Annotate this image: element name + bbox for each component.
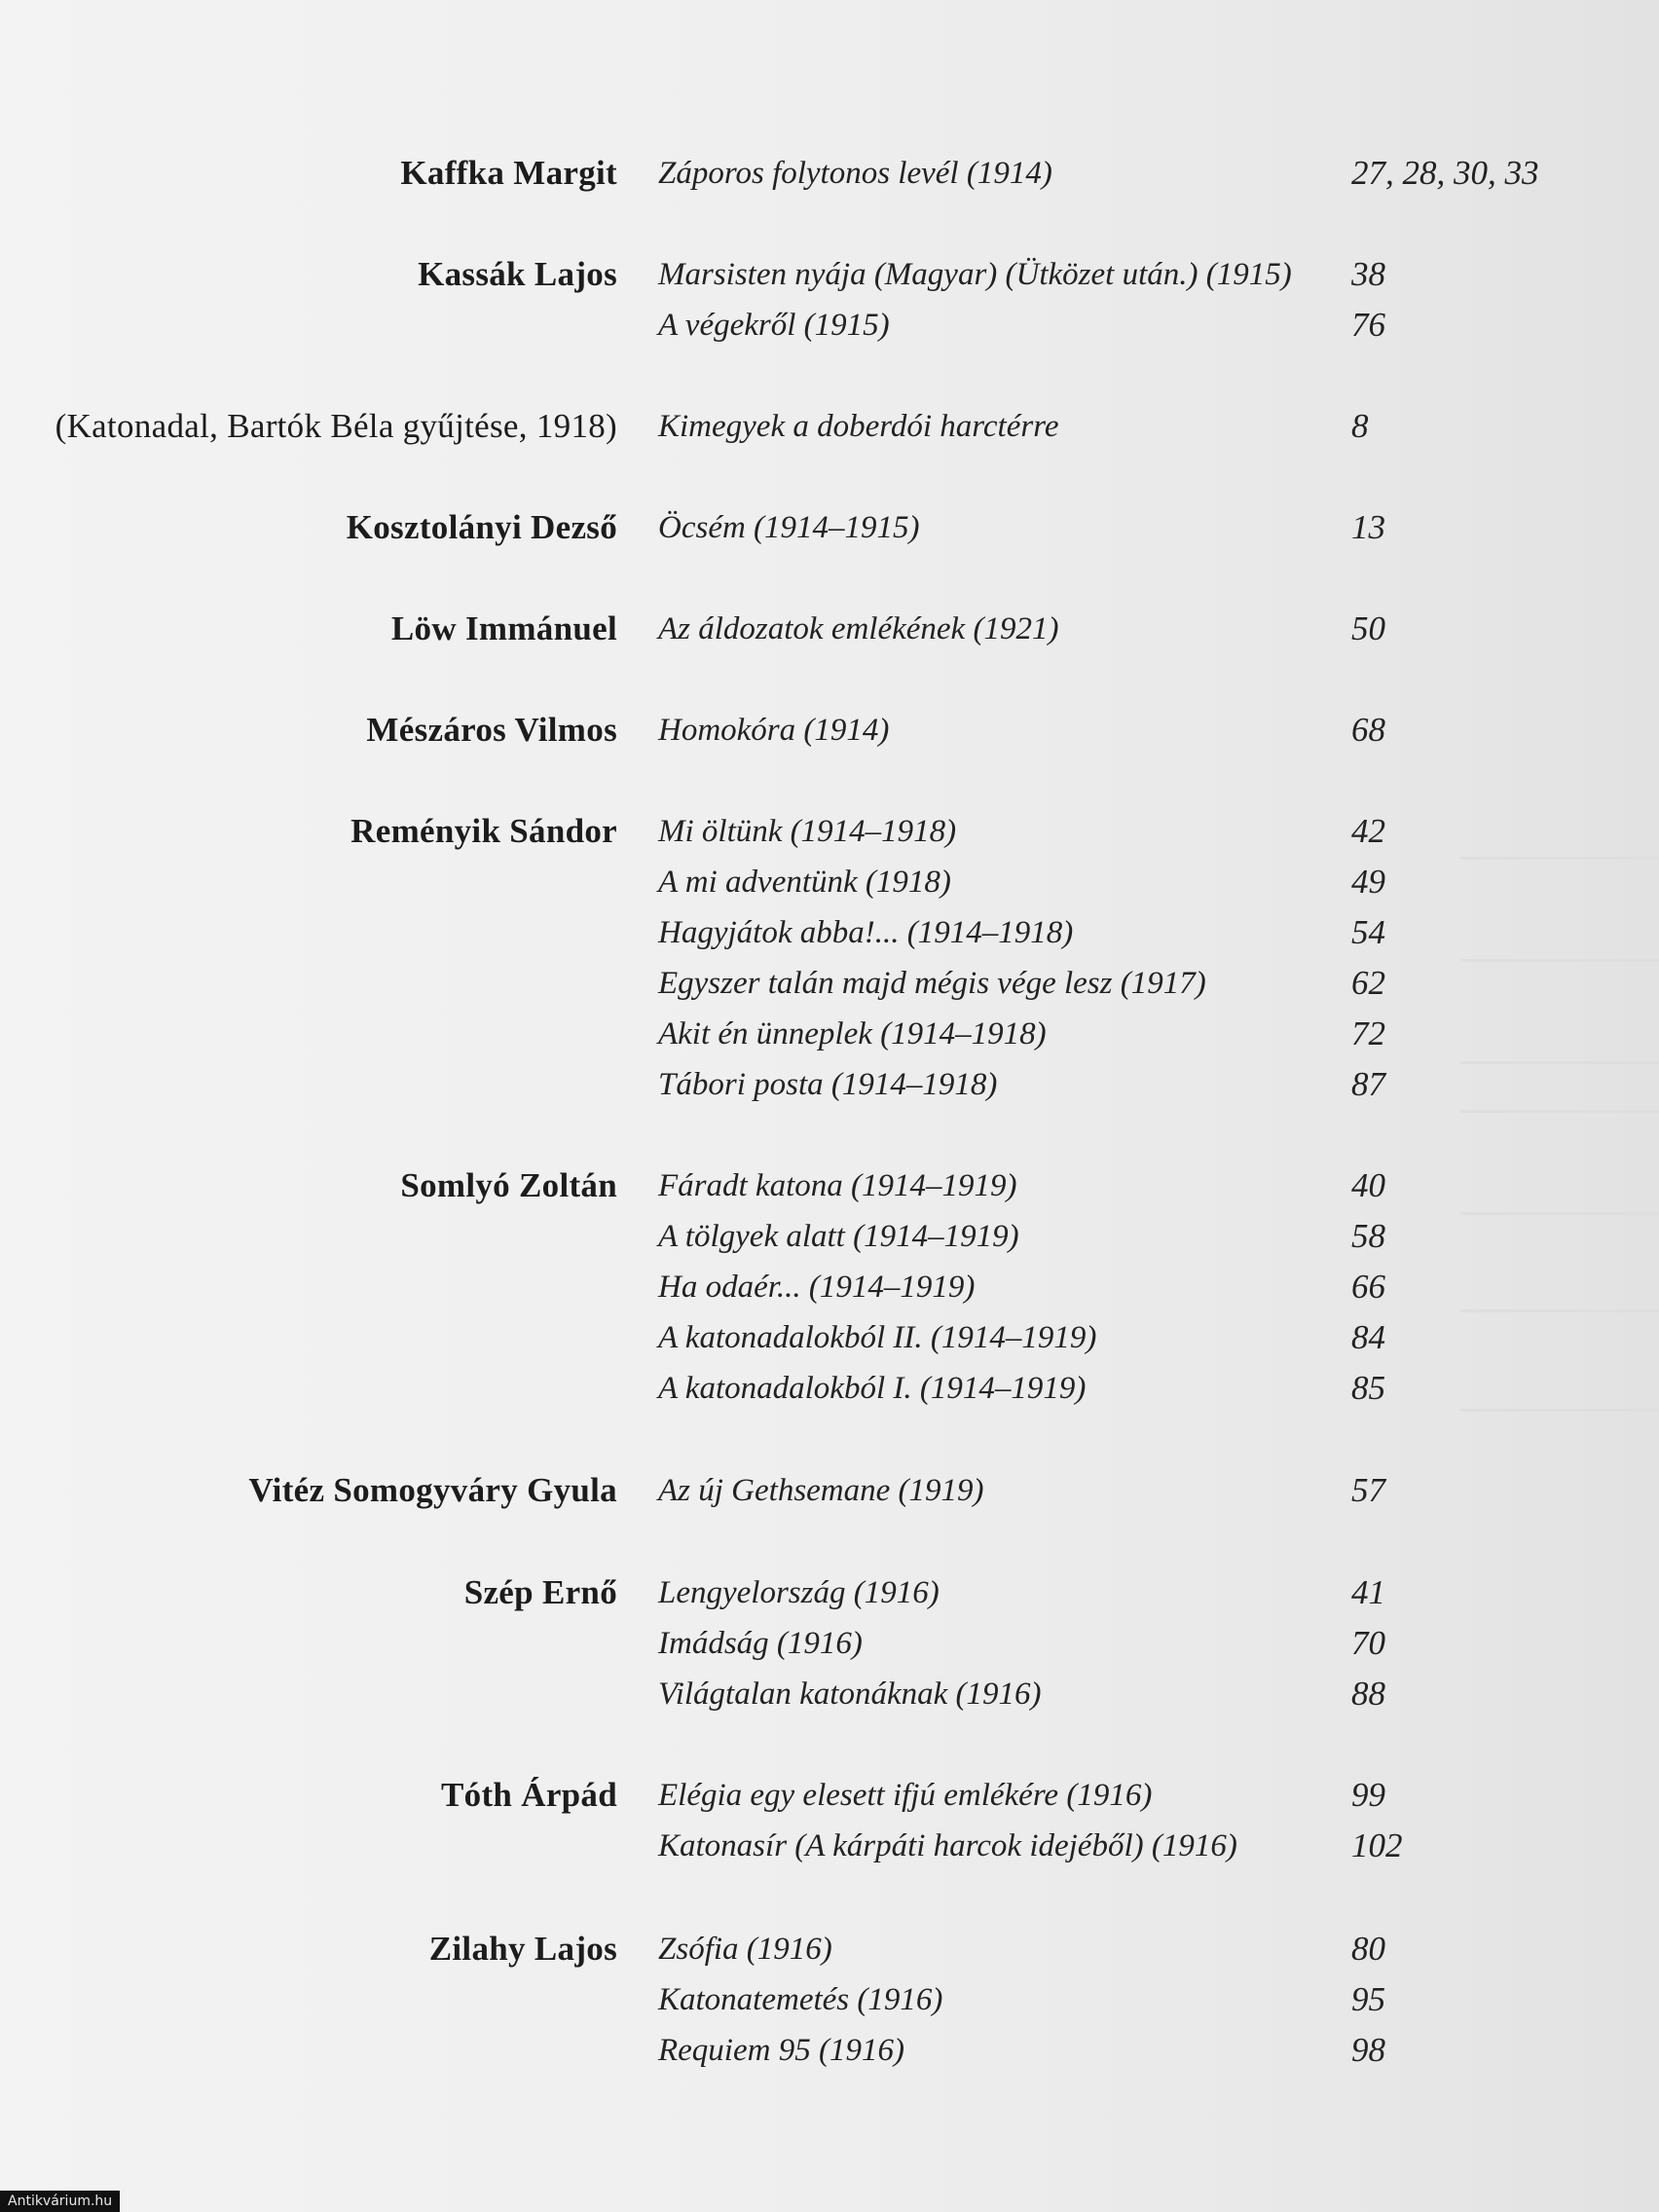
work-list: [658, 806, 1651, 1110]
work-row: [658, 1465, 1651, 1516]
page-numbers: 62: [1351, 964, 1385, 1002]
work-title: Akit én ünneplek (1914–1918): [658, 1016, 1047, 1051]
work-title: Hagyjátok abba!... (1914–1918): [658, 915, 1074, 950]
work-row: [658, 604, 1651, 654]
work-title: Öcsém (1914–1915): [658, 510, 920, 545]
author-name: (Katonadal, Bartók Béla gyűjtése, 1918): [55, 407, 617, 445]
work-row: [658, 249, 1651, 300]
work-row: [658, 1669, 1651, 1719]
work-title: Egyszer talán majd mégis vége lesz (1917): [658, 966, 1206, 1001]
work-row: [658, 1770, 1651, 1821]
author-name: Reményik Sándor: [350, 812, 617, 850]
page-numbers: 27, 28, 30, 33: [1351, 154, 1539, 192]
work-row: [658, 907, 1651, 958]
page-numbers: 42: [1351, 812, 1385, 850]
author-name: Tóth Árpád: [441, 1776, 617, 1814]
work-row: [658, 401, 1651, 452]
author-name: Löw Immánuel: [390, 609, 617, 647]
work-title: A mi adventünk (1918): [658, 865, 951, 900]
page-numbers: 66: [1351, 1268, 1385, 1306]
page-numbers: 70: [1351, 1624, 1385, 1662]
page-numbers: 54: [1351, 913, 1385, 951]
work-list: [658, 1161, 1651, 1414]
work-list: [658, 1567, 1651, 1719]
work-title: Ha odaér... (1914–1919): [658, 1270, 976, 1305]
page-numbers: 50: [1351, 609, 1385, 647]
work-row: [658, 1262, 1651, 1312]
work-row: [658, 1924, 1651, 1974]
page-numbers: 95: [1351, 1980, 1385, 2018]
work-title: Tábori posta (1914–1918): [658, 1067, 998, 1102]
page-numbers: 68: [1351, 711, 1385, 749]
work-list: [658, 502, 1651, 553]
work-row: [658, 1312, 1651, 1363]
work-title: Katonasír (A kárpáti harcok idejéből) (1916): [658, 1828, 1237, 1863]
work-row: [658, 300, 1651, 350]
work-row: [658, 1009, 1651, 1059]
work-row: [658, 1618, 1651, 1669]
work-title: Elégia egy elesett ifjú emlékére (1916): [658, 1778, 1153, 1813]
page-numbers: 102: [1351, 1826, 1403, 1864]
page-numbers: 98: [1351, 2031, 1385, 2069]
work-row: [658, 705, 1651, 756]
work-row: [658, 1567, 1651, 1618]
work-row: [658, 857, 1651, 907]
work-title: Fáradt katona (1914–1919): [658, 1168, 1017, 1203]
work-title: Záporos folytonos levél (1914): [658, 156, 1052, 191]
work-row: [658, 502, 1651, 553]
page-numbers: 58: [1351, 1217, 1385, 1255]
author-name: Mészáros Vilmos: [366, 711, 617, 749]
work-list: [658, 1924, 1651, 2076]
page-numbers: 88: [1351, 1675, 1385, 1713]
page-numbers: 85: [1351, 1369, 1385, 1407]
work-list: [658, 1770, 1651, 1871]
work-list: [658, 1465, 1651, 1516]
work-row: [658, 2025, 1651, 2076]
work-title: Marsisten nyája (Magyar) (Ütközet után.) (1915): [658, 257, 1292, 292]
page-numbers: 84: [1351, 1318, 1385, 1356]
bleed-through-line: [1460, 1110, 1659, 1113]
work-list: [658, 249, 1651, 350]
page-numbers: 72: [1351, 1014, 1385, 1052]
work-title: Imádság (1916): [658, 1626, 863, 1661]
work-row: [658, 806, 1651, 857]
work-list: [658, 401, 1651, 452]
work-title: Az új Gethsemane (1919): [658, 1473, 984, 1508]
work-title: A katonadalokból I. (1914–1919): [658, 1371, 1087, 1406]
work-title: A tölgyek alatt (1914–1919): [658, 1219, 1019, 1254]
work-row: [658, 1974, 1651, 2025]
page-numbers: 40: [1351, 1166, 1385, 1204]
work-title: Katonatemetés (1916): [658, 1982, 943, 2017]
author-name: Kassák Lajos: [418, 255, 617, 293]
page-numbers: 87: [1351, 1065, 1385, 1103]
author-name: Somlyó Zoltán: [400, 1166, 617, 1204]
work-title: Requiem 95 (1916): [658, 2033, 904, 2068]
page-numbers: 99: [1351, 1776, 1385, 1814]
work-title: Kimegyek a doberdói harctérre: [658, 409, 1059, 444]
page-numbers: 49: [1351, 863, 1385, 901]
work-title: A katonadalokból II. (1914–1919): [658, 1320, 1097, 1355]
page-numbers: 8: [1351, 407, 1369, 445]
watermark: Antikvárium.hu: [0, 2191, 120, 2212]
work-list: [658, 705, 1651, 756]
work-row: [658, 148, 1651, 199]
work-title: Lengyelország (1916): [658, 1575, 940, 1610]
author-name: Vitéz Somogyváry Gyula: [248, 1471, 617, 1509]
work-list: [658, 604, 1651, 654]
work-title: A végekről (1915): [658, 308, 890, 343]
page-numbers: 13: [1351, 508, 1385, 546]
author-name: Kaffka Margit: [400, 154, 617, 192]
author-name: Szép Ernő: [463, 1573, 617, 1611]
work-row: [658, 958, 1651, 1009]
work-row: [658, 1821, 1651, 1871]
work-title: Zsófia (1916): [658, 1932, 832, 1967]
author-name: Kosztolányi Dezső: [346, 508, 617, 546]
work-row: [658, 1363, 1651, 1414]
work-row: [658, 1211, 1651, 1262]
page-numbers: 41: [1351, 1573, 1385, 1611]
work-row: [658, 1059, 1651, 1110]
author-name: Zilahy Lajos: [428, 1930, 617, 1968]
work-title: Világtalan katonáknak (1916): [658, 1677, 1042, 1712]
work-list: [658, 148, 1651, 199]
page-numbers: 57: [1351, 1471, 1385, 1509]
page-numbers: 80: [1351, 1930, 1385, 1968]
work-title: Mi öltünk (1914–1918): [658, 814, 957, 849]
work-row: [658, 1161, 1651, 1211]
page-numbers: 38: [1351, 255, 1385, 293]
work-title: Homokóra (1914): [658, 713, 890, 748]
page-numbers: 76: [1351, 306, 1385, 344]
work-title: Az áldozatok emlékének (1921): [658, 611, 1059, 646]
